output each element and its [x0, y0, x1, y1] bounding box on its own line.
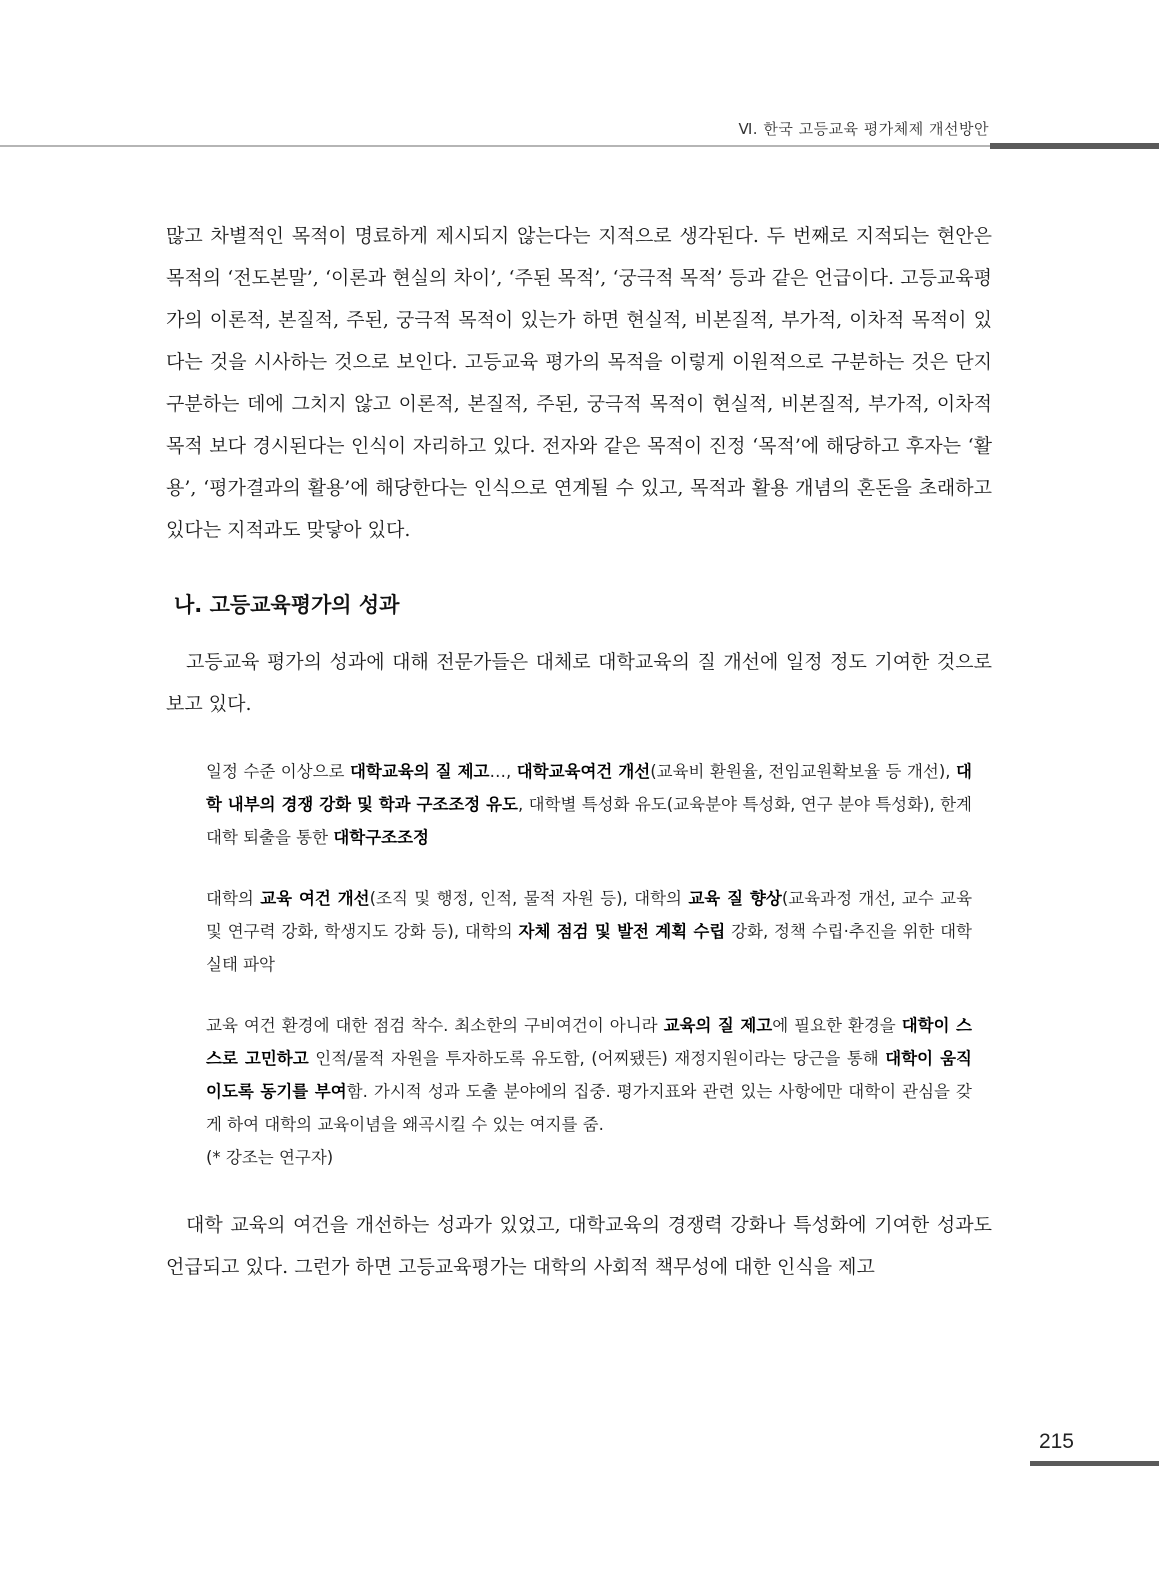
body-paragraph-3: 대학 교육의 여건을 개선하는 성과가 있었고, 대학교육의 경쟁력 강화나 특성화에 기여한 성과도 언급되고 있다. 그런가 하면 고등교육평가는 대학의 사회적 책무성에 대한 인식을 제고 — [166, 1214, 992, 1278]
body-paragraph-1: 많고 차별적인 목적이 명료하게 제시되지 않는다는 지적으로 생각된다. 두 번째로 지적되는 현안은 목적의 ‘전도본말’, ‘이론과 현실의 차이’, ‘주된 목적’, ‘궁극적 목적’ 등과 같은 언급이다. 고등교육평가의 이론적, 본질적, 주된, 궁극적 목적이 있는가 하면 현실적, 비본질적, 부가적, 이차적 목적이 있다는 것을 시사하는 것으로 보인다. 고등교육 평가의 목적을 이렇게 이원적으로 구분하는 것은 단지 구분하는 데에 그치지 않고 이론적, 본질적, 주된, 궁극적 목적이 현실적, 비본질적, 부가적, 이차적 목적 보다 경시된다는 인식이 자리하고 있다. 전자와 같은 목적이 진정 ‘목적’에 해당하고 후자는 ‘활용’, ‘평가결과의 활용’에 해당한다는 인식으로 연계될 수 있고, 목적과 활용 개념의 혼돈을 초래하고 있다는 지적과도 맞닿아 있다. — [166, 225, 992, 541]
quote-emphasis: 대학교육여건 개선 — [516, 762, 651, 781]
quote-emphasis: 대학구조조정 — [333, 828, 429, 847]
quote-text: 강화, 정책 수립·추진을 위한 대학 실태 파악 — [206, 922, 972, 974]
quote-text: (조직 및 행정, 인적, 물적 자원 등), 대학의 — [369, 889, 689, 908]
quote-text: 대학의 — [206, 889, 261, 908]
expert-quote-3 — [206, 1009, 972, 1174]
header-divider-accent — [990, 143, 1159, 149]
page-content — [166, 215, 992, 1288]
expert-quotes — [206, 755, 972, 1174]
expert-quote-1 — [206, 755, 972, 854]
quote-text: (교육비 환원율, 전임교원확보율 등 개선), — [650, 762, 957, 781]
quote-emphasis: 교육 여건 개선 — [260, 889, 370, 908]
quote-text: 교육 여건 환경에 대한 점검 착수. 최소한의 구비여건이 아니라 — [206, 1016, 664, 1035]
section-heading: 나. 고등교육평가의 성과 — [174, 593, 400, 617]
running-header-title: Ⅵ. 한국 고등교육 평가체제 개선방안 — [738, 120, 989, 138]
quote-text: 에 필요한 환경을 — [772, 1016, 902, 1035]
quote-text: 함. 가시적 성과 도출 분야에의 집중. 평가지표와 관련 있는 사항에만 대학이 관심을 갖게 하여 대학의 교육이념을 왜곡시킬 수 있는 여지를 줌. — [206, 1082, 972, 1134]
quote-emphasis: 대학교육의 질 제고 — [349, 762, 490, 781]
header-divider — [0, 145, 990, 147]
footer-divider — [1030, 1461, 1159, 1466]
quote-text: , 대학별 특성화 유도(교육분야 특성화, 연구 분야 특성화), 한계 대학 퇴출을 통한 — [206, 795, 972, 847]
quote-emphasis: 교육의 질 제고 — [663, 1016, 773, 1035]
body-paragraph-2: 고등교육 평가의 성과에 대해 전문가들은 대체로 대학교육의 질 개선에 일정 정도 기여한 것으로 보고 있다. — [166, 651, 992, 715]
quote-text: (교육과정 개선, 교수 교육 및 연구력 강화, 학생지도 강화 등), 대학의 — [206, 889, 973, 941]
quote-text: 일정 수준 이상으로 — [206, 762, 350, 781]
emphasis-note: (* 강조는 연구자) — [206, 1148, 334, 1167]
quote-text: …, — [489, 762, 517, 781]
quote-emphasis: 대학 내부의 경쟁 강화 및 학과 구조조정 유도 — [206, 762, 972, 814]
expert-quote-2 — [206, 882, 972, 981]
quote-emphasis: 대학이 스스로 고민하고 — [206, 1016, 972, 1068]
quote-text: 인적/물적 자원을 투자하도록 유도함, (어찌됐든) 재정지원이라는 당근을 통해 — [308, 1049, 886, 1068]
quote-emphasis: 대학이 움직이도록 동기를 부여 — [206, 1049, 972, 1101]
quote-emphasis: 교육 질 향상 — [688, 889, 782, 908]
quote-emphasis: 자체 점검 및 발전 계획 수립 — [518, 922, 726, 941]
page-number: 215 — [1038, 1430, 1074, 1453]
